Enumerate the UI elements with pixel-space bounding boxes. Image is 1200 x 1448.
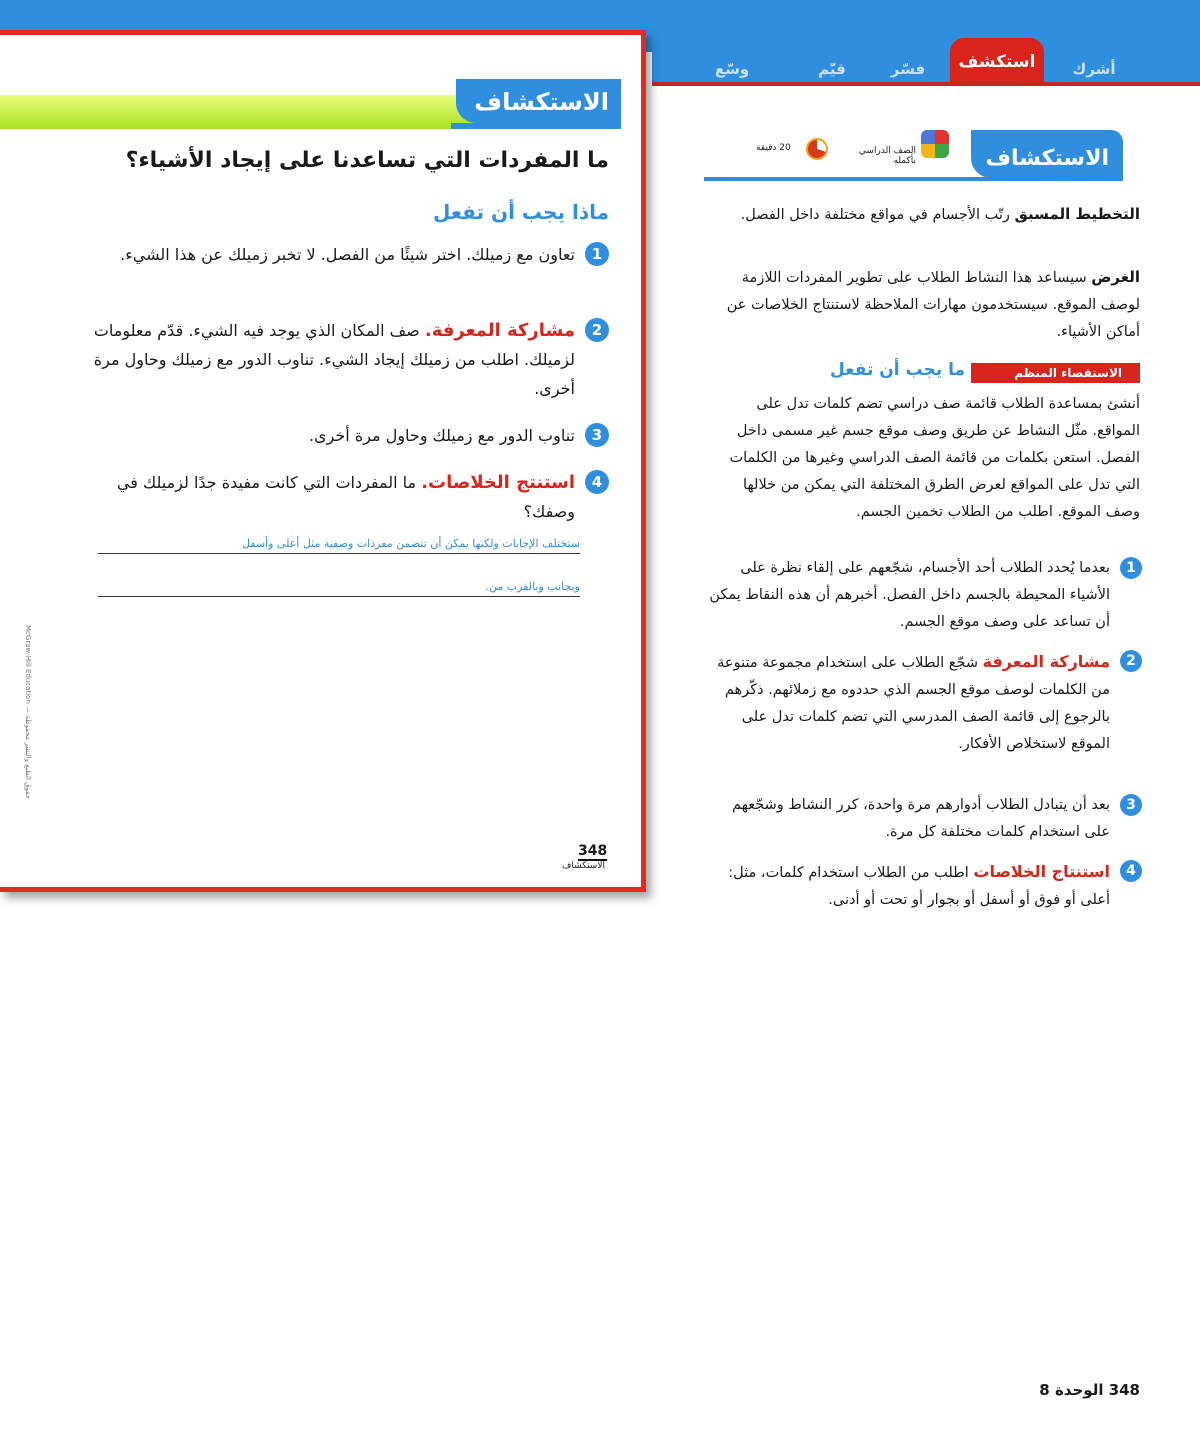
copyright-vertical: McGraw-Hill Education — حقوق الطبع والنشر محفوظة xyxy=(24,625,32,800)
step-text: اطلب من الطلاب استخدام كلمات، مثل: أعلى أو فوق أو أسفل أو بجوار أو تحت أو أدنى. xyxy=(728,865,1110,908)
step-keyword: استنتاج الخلاصات xyxy=(973,862,1110,881)
step-keyword: مشاركة المعرفة. xyxy=(424,320,575,341)
step-number-badge: 1 xyxy=(585,242,609,266)
step-text: بعدما يُحدد الطلاب أحد الأجسام، شجّعهم على إلقاء نظرة على الأشياء المحيطة بالجسم داخل الفصل. أخبرهم أن هذه النقاط يمكن أن تساعد على وصف موقع الجسم. xyxy=(709,560,1110,630)
teacher-step-1 xyxy=(702,555,1142,636)
student-step-1 xyxy=(89,240,609,269)
step-number-badge: 3 xyxy=(1120,794,1142,816)
step-number-badge: 4 xyxy=(585,470,609,494)
purpose-label: الغرض xyxy=(1091,268,1140,286)
tab-explain[interactable]: فسّر xyxy=(890,60,926,78)
teacher-section-ribbon: الاستكشاف xyxy=(971,130,1123,178)
planning-paragraph xyxy=(710,201,1140,229)
section-subtitle: ماذا يجب أن تفعل xyxy=(433,200,609,224)
step-keyword: مشاركة المعرفة xyxy=(982,652,1110,671)
step-text: تناوب الدور مع زميلك وحاول مرة أخرى. xyxy=(308,426,575,445)
step-text: صف المكان الذي يوجد فيه الشيء. قدّم معلومات لزميلك. اطلب من زميلك إيجاد الشيء. تناوب الدور مع زميلك وحاول مرة أخرى. xyxy=(93,321,575,398)
tab-engage[interactable]: أشرك xyxy=(1072,60,1116,78)
ribbon-underline xyxy=(451,123,621,129)
purpose-paragraph xyxy=(710,264,1140,346)
step-number-badge: 4 xyxy=(1120,860,1142,882)
grouping-label: الصف الدراسي بأكمله xyxy=(858,146,916,166)
step-text: ما المفردات التي كانت مفيدة جدًا لزميلك في وصفك؟ xyxy=(116,473,575,521)
teacher-header-rule xyxy=(704,177,1123,181)
answer-text-line-1: ستختلف الإجابات ولكنها يمكن أن تتضمن مفردات وصفية مثل أعلى وأسفل xyxy=(241,537,580,550)
step-text: بعد أن يتبادل الطلاب أدوارهم مرة واحدة، كرر النشاط وشجّعهم على استخدام كلمات مختلفة كل مرة. xyxy=(731,797,1110,840)
duration-label: 20 دقيقة xyxy=(756,143,791,153)
student-page-number: 348 xyxy=(578,843,608,859)
teacher-step-2 xyxy=(702,648,1142,758)
student-page xyxy=(0,30,646,892)
student-step-4 xyxy=(89,468,609,526)
teacher-step-3 xyxy=(702,792,1142,846)
answer-text-line-2: وبجانب وبالقرب من. xyxy=(485,580,580,593)
step-number-badge: 1 xyxy=(1120,557,1142,579)
tab-explore[interactable]: استكشف xyxy=(950,38,1044,82)
tab-extend[interactable]: وسّع xyxy=(714,60,750,78)
step-text: تعاون مع زميلك. اختر شيئًا من الفصل. لا تخبر زميلك عن هذا الشيء. xyxy=(120,245,575,264)
step-number-badge: 2 xyxy=(1120,650,1142,672)
answer-rule-1 xyxy=(98,553,580,554)
whole-class-icon xyxy=(921,130,949,158)
page-footer: 348 الوحدة 8 xyxy=(1039,1381,1140,1399)
step-number-badge: 3 xyxy=(585,423,609,447)
purpose-text: سيساعد هذا النشاط الطلاب على تطوير المفردات اللازمة لوصف الموقع. سيستخدمون مهارات الملاحظة لاستنتاج الخلاصات عن أماكن الأشياء. xyxy=(726,270,1140,340)
planning-label: التخطيط المسبق xyxy=(1014,205,1140,223)
step-keyword: استنتج الخلاصات. xyxy=(421,472,575,493)
page-title: ما المفردات التي تساعدنا على إيجاد الأشياء؟ xyxy=(125,148,609,173)
student-section-ribbon: الاستكشاف xyxy=(456,79,621,123)
inquiry-tag: الاستقصاء المنظم xyxy=(971,363,1140,383)
intro-paragraph: أنشئ بمساعدة الطلاب قائمة صف دراسي تضم كلمات تدل على المواقع. مثّل النشاط عن طريق وصف موقع جسم غير مسمى داخل الفصل. استعن بكلمات من قائمة الصف الدراسي وغيرها من الكلمات التي تدل على المواقع لعرض الطرق المختلفة التي يمكن من خلالها وصف الموقع. اطلب من الطلاب تخمين الجسم. xyxy=(729,396,1140,520)
inquiry-heading: ما يجب أن تفعل xyxy=(829,360,965,380)
step-text: شجّع الطلاب على استخدام مجموعة متنوعة من الكلمات لوصف موقع الجسم الذي حددوه مع زملائهم. ذكّرهم بالرجوع إلى قائمة الصف المدرسي التي تضم كلمات تدل على الموقع لاستخلاص الأفكار. xyxy=(717,655,1110,752)
step-number-badge: 2 xyxy=(585,318,609,342)
tab-evaluate[interactable]: قيّم xyxy=(818,60,846,78)
section-tabs xyxy=(652,52,1200,86)
answer-rule-2 xyxy=(98,596,580,597)
teacher-step-4 xyxy=(702,858,1142,914)
header-green-bar xyxy=(0,95,500,129)
timer-icon xyxy=(806,138,828,160)
student-step-3 xyxy=(89,421,609,450)
student-step-2 xyxy=(89,316,609,403)
student-page-label: الاستكشاف xyxy=(562,861,605,871)
planning-text: رتّب الأجسام في مواقع مختلفة داخل الفصل. xyxy=(740,207,1015,223)
